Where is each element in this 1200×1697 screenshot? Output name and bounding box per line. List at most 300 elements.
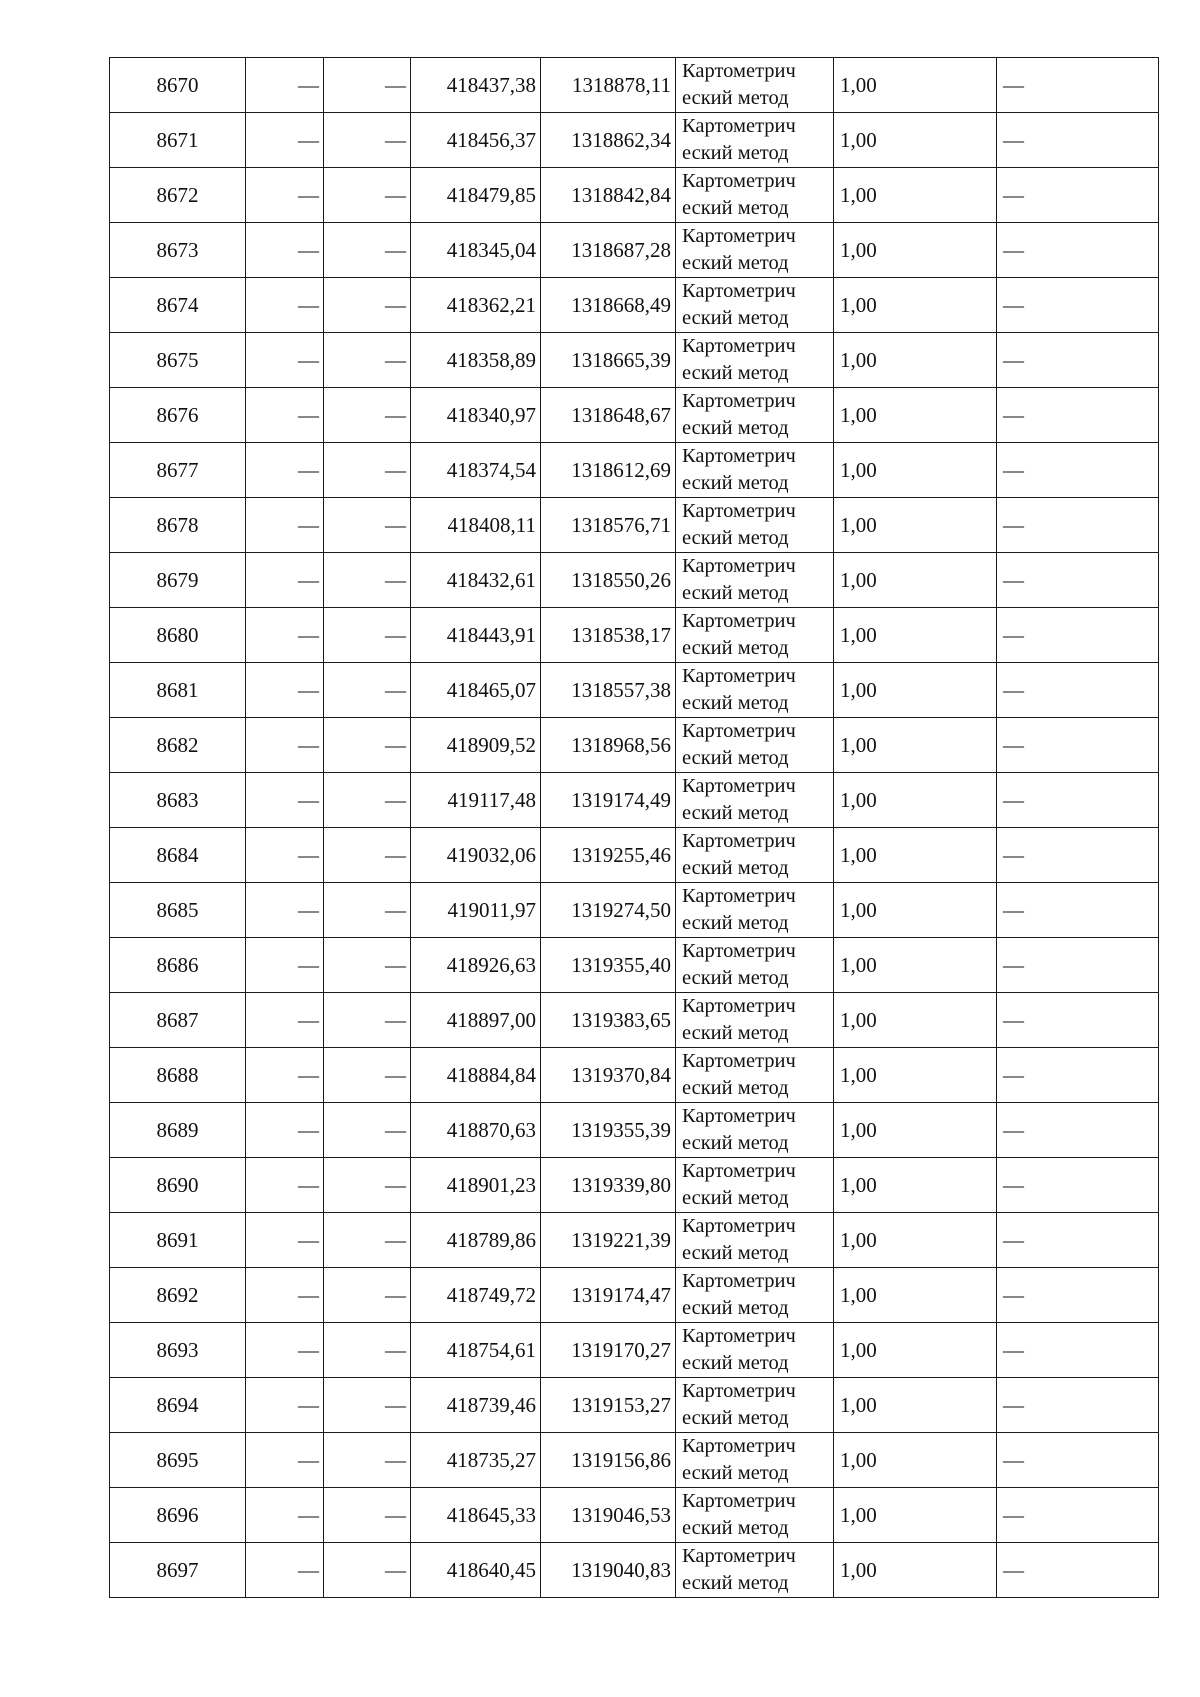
point-number: 8688	[110, 1048, 246, 1103]
method-cell	[676, 1268, 834, 1323]
method-cell	[676, 278, 834, 333]
old-y-cell: —	[324, 333, 411, 388]
method-line-2: еский метод	[682, 1517, 789, 1539]
method-line-2: еский метод	[682, 1352, 789, 1374]
old-y-cell: —	[324, 1433, 411, 1488]
y-coordinate: 1319221,39	[541, 1213, 676, 1268]
point-number: 8683	[110, 773, 246, 828]
old-y-cell: —	[324, 718, 411, 773]
y-coordinate: 1318968,56	[541, 718, 676, 773]
old-y-cell: —	[324, 1268, 411, 1323]
method-line-1: Картометрич	[682, 115, 796, 137]
method-cell	[676, 223, 834, 278]
table-row	[110, 1323, 1159, 1378]
precision-cell: 1,00	[834, 608, 997, 663]
point-number: 8694	[110, 1378, 246, 1433]
old-y-cell: —	[324, 1323, 411, 1378]
method-cell	[676, 498, 834, 553]
description-cell: —	[997, 1158, 1159, 1213]
method-cell	[676, 1488, 834, 1543]
description-cell: —	[997, 58, 1159, 113]
old-x-cell: —	[246, 1213, 324, 1268]
old-y-cell: —	[324, 828, 411, 883]
method-cell	[676, 1543, 834, 1598]
old-y-cell: —	[324, 113, 411, 168]
table-body	[110, 58, 1159, 1598]
point-number: 8686	[110, 938, 246, 993]
precision-cell: 1,00	[834, 718, 997, 773]
y-coordinate: 1318576,71	[541, 498, 676, 553]
point-number: 8691	[110, 1213, 246, 1268]
method-line-1: Картометрич	[682, 995, 796, 1017]
table-row	[110, 663, 1159, 718]
old-x-cell: —	[246, 663, 324, 718]
point-number: 8692	[110, 1268, 246, 1323]
description-cell: —	[997, 938, 1159, 993]
table-row	[110, 223, 1159, 278]
precision-cell: 1,00	[834, 1268, 997, 1323]
x-coordinate: 419011,97	[411, 883, 541, 938]
method-line-2: еский метод	[682, 197, 789, 219]
table-row	[110, 1378, 1159, 1433]
table-row	[110, 1488, 1159, 1543]
point-number: 8684	[110, 828, 246, 883]
precision-cell: 1,00	[834, 278, 997, 333]
method-line-2: еский метод	[682, 1187, 789, 1209]
description-cell: —	[997, 828, 1159, 883]
precision-cell: 1,00	[834, 113, 997, 168]
precision-cell: 1,00	[834, 443, 997, 498]
y-coordinate: 1319156,86	[541, 1433, 676, 1488]
method-line-1: Картометрич	[682, 280, 796, 302]
x-coordinate: 418739,46	[411, 1378, 541, 1433]
y-coordinate: 1319383,65	[541, 993, 676, 1048]
point-number: 8676	[110, 388, 246, 443]
description-cell: —	[997, 443, 1159, 498]
description-cell: —	[997, 553, 1159, 608]
table-row	[110, 333, 1159, 388]
x-coordinate: 418437,38	[411, 58, 541, 113]
old-y-cell: —	[324, 993, 411, 1048]
old-x-cell: —	[246, 333, 324, 388]
y-coordinate: 1318878,11	[541, 58, 676, 113]
description-cell: —	[997, 1488, 1159, 1543]
table-row	[110, 1268, 1159, 1323]
method-cell	[676, 1323, 834, 1378]
old-y-cell: —	[324, 1378, 411, 1433]
method-line-1: Картометрич	[682, 1105, 796, 1127]
old-x-cell: —	[246, 223, 324, 278]
method-line-2: еский метод	[682, 1132, 789, 1154]
method-line-1: Картометрич	[682, 60, 796, 82]
method-cell	[676, 168, 834, 223]
x-coordinate: 418358,89	[411, 333, 541, 388]
y-coordinate: 1319174,49	[541, 773, 676, 828]
old-x-cell: —	[246, 773, 324, 828]
old-x-cell: —	[246, 388, 324, 443]
x-coordinate: 418432,61	[411, 553, 541, 608]
description-cell: —	[997, 1103, 1159, 1158]
method-cell	[676, 993, 834, 1048]
old-x-cell: —	[246, 168, 324, 223]
point-number: 8687	[110, 993, 246, 1048]
old-y-cell: —	[324, 938, 411, 993]
old-y-cell: —	[324, 883, 411, 938]
method-line-2: еский метод	[682, 472, 789, 494]
old-x-cell: —	[246, 443, 324, 498]
point-number: 8697	[110, 1543, 246, 1598]
old-x-cell: —	[246, 58, 324, 113]
method-cell	[676, 58, 834, 113]
method-line-1: Картометрич	[682, 940, 796, 962]
old-x-cell: —	[246, 718, 324, 773]
x-coordinate: 419032,06	[411, 828, 541, 883]
description-cell: —	[997, 993, 1159, 1048]
description-cell: —	[997, 1378, 1159, 1433]
old-x-cell: —	[246, 1488, 324, 1543]
x-coordinate: 418754,61	[411, 1323, 541, 1378]
x-coordinate: 418909,52	[411, 718, 541, 773]
old-y-cell: —	[324, 1103, 411, 1158]
method-line-1: Картометрич	[682, 720, 796, 742]
table-row	[110, 443, 1159, 498]
method-line-1: Картометрич	[682, 1325, 796, 1347]
old-y-cell: —	[324, 223, 411, 278]
y-coordinate: 1319046,53	[541, 1488, 676, 1543]
method-cell	[676, 608, 834, 663]
precision-cell: 1,00	[834, 388, 997, 443]
y-coordinate: 1319255,46	[541, 828, 676, 883]
method-line-1: Картометрич	[682, 555, 796, 577]
x-coordinate: 418345,04	[411, 223, 541, 278]
method-line-2: еский метод	[682, 1077, 789, 1099]
y-coordinate: 1319274,50	[541, 883, 676, 938]
method-cell	[676, 938, 834, 993]
point-number: 8689	[110, 1103, 246, 1158]
method-line-1: Картометрич	[682, 1050, 796, 1072]
precision-cell: 1,00	[834, 58, 997, 113]
old-y-cell: —	[324, 388, 411, 443]
old-x-cell: —	[246, 1543, 324, 1598]
description-cell: —	[997, 718, 1159, 773]
method-cell	[676, 883, 834, 938]
method-cell	[676, 388, 834, 443]
y-coordinate: 1319040,83	[541, 1543, 676, 1598]
method-line-1: Картометрич	[682, 885, 796, 907]
table-row	[110, 1103, 1159, 1158]
table-row	[110, 608, 1159, 663]
x-coordinate: 418926,63	[411, 938, 541, 993]
y-coordinate: 1318687,28	[541, 223, 676, 278]
table-row	[110, 168, 1159, 223]
point-number: 8673	[110, 223, 246, 278]
point-number: 8675	[110, 333, 246, 388]
y-coordinate: 1319370,84	[541, 1048, 676, 1103]
precision-cell: 1,00	[834, 938, 997, 993]
method-line-2: еский метод	[682, 802, 789, 824]
y-coordinate: 1319355,39	[541, 1103, 676, 1158]
point-number: 8695	[110, 1433, 246, 1488]
table-row	[110, 1543, 1159, 1598]
table-row	[110, 773, 1159, 828]
point-number: 8680	[110, 608, 246, 663]
precision-cell: 1,00	[834, 1158, 997, 1213]
x-coordinate: 418340,97	[411, 388, 541, 443]
table-row	[110, 58, 1159, 113]
x-coordinate: 418901,23	[411, 1158, 541, 1213]
y-coordinate: 1318668,49	[541, 278, 676, 333]
method-line-2: еский метод	[682, 307, 789, 329]
y-coordinate: 1319355,40	[541, 938, 676, 993]
table-row	[110, 883, 1159, 938]
table-row	[110, 1213, 1159, 1268]
description-cell: —	[997, 1048, 1159, 1103]
description-cell: —	[997, 663, 1159, 718]
old-x-cell: —	[246, 1158, 324, 1213]
method-cell	[676, 113, 834, 168]
x-coordinate: 418362,21	[411, 278, 541, 333]
method-line-1: Картометрич	[682, 830, 796, 852]
point-number: 8670	[110, 58, 246, 113]
method-line-1: Картометрич	[682, 500, 796, 522]
description-cell: —	[997, 113, 1159, 168]
old-x-cell: —	[246, 993, 324, 1048]
precision-cell: 1,00	[834, 333, 997, 388]
old-y-cell: —	[324, 1213, 411, 1268]
old-y-cell: —	[324, 278, 411, 333]
description-cell: —	[997, 388, 1159, 443]
x-coordinate: 418789,86	[411, 1213, 541, 1268]
precision-cell: 1,00	[834, 223, 997, 278]
method-line-1: Картометрич	[682, 445, 796, 467]
method-line-1: Картометрич	[682, 1545, 796, 1567]
old-x-cell: —	[246, 278, 324, 333]
point-number: 8674	[110, 278, 246, 333]
precision-cell: 1,00	[834, 168, 997, 223]
table-row	[110, 938, 1159, 993]
method-line-2: еский метод	[682, 142, 789, 164]
method-cell	[676, 1048, 834, 1103]
method-line-2: еский метод	[682, 1407, 789, 1429]
method-line-2: еский метод	[682, 252, 789, 274]
point-number: 8672	[110, 168, 246, 223]
old-y-cell: —	[324, 553, 411, 608]
method-line-2: еский метод	[682, 87, 789, 109]
old-y-cell: —	[324, 1048, 411, 1103]
old-x-cell: —	[246, 498, 324, 553]
precision-cell: 1,00	[834, 1213, 997, 1268]
method-line-2: еский метод	[682, 1297, 789, 1319]
table-row	[110, 553, 1159, 608]
method-cell	[676, 1158, 834, 1213]
y-coordinate: 1319170,27	[541, 1323, 676, 1378]
x-coordinate: 418870,63	[411, 1103, 541, 1158]
method-line-1: Картометрич	[682, 390, 796, 412]
method-line-2: еский метод	[682, 1572, 789, 1594]
method-line-1: Картометрич	[682, 170, 796, 192]
x-coordinate: 418443,91	[411, 608, 541, 663]
precision-cell: 1,00	[834, 1103, 997, 1158]
old-y-cell: —	[324, 443, 411, 498]
method-cell	[676, 1378, 834, 1433]
old-x-cell: —	[246, 883, 324, 938]
y-coordinate: 1318665,39	[541, 333, 676, 388]
x-coordinate: 418456,37	[411, 113, 541, 168]
x-coordinate: 418408,11	[411, 498, 541, 553]
method-line-2: еский метод	[682, 637, 789, 659]
old-x-cell: —	[246, 828, 324, 883]
old-y-cell: —	[324, 1158, 411, 1213]
point-number: 8679	[110, 553, 246, 608]
old-x-cell: —	[246, 553, 324, 608]
precision-cell: 1,00	[834, 883, 997, 938]
method-line-2: еский метод	[682, 912, 789, 934]
point-number: 8690	[110, 1158, 246, 1213]
method-cell	[676, 1103, 834, 1158]
method-cell	[676, 333, 834, 388]
method-line-1: Картометрич	[682, 665, 796, 687]
old-x-cell: —	[246, 1048, 324, 1103]
description-cell: —	[997, 168, 1159, 223]
method-line-2: еский метод	[682, 747, 789, 769]
method-line-1: Картометрич	[682, 1270, 796, 1292]
point-number: 8681	[110, 663, 246, 718]
precision-cell: 1,00	[834, 828, 997, 883]
description-cell: —	[997, 1323, 1159, 1378]
description-cell: —	[997, 883, 1159, 938]
point-number: 8685	[110, 883, 246, 938]
method-cell	[676, 718, 834, 773]
method-line-2: еский метод	[682, 582, 789, 604]
x-coordinate: 418640,45	[411, 1543, 541, 1598]
old-x-cell: —	[246, 1323, 324, 1378]
table-row	[110, 993, 1159, 1048]
x-coordinate: 419117,48	[411, 773, 541, 828]
point-number: 8696	[110, 1488, 246, 1543]
method-line-1: Картометрич	[682, 610, 796, 632]
x-coordinate: 418374,54	[411, 443, 541, 498]
table-row	[110, 1433, 1159, 1488]
precision-cell: 1,00	[834, 1323, 997, 1378]
old-y-cell: —	[324, 608, 411, 663]
method-line-1: Картометрич	[682, 775, 796, 797]
table-row	[110, 113, 1159, 168]
description-cell: —	[997, 278, 1159, 333]
point-number: 8671	[110, 113, 246, 168]
method-line-1: Картометрич	[682, 1435, 796, 1457]
method-line-1: Картометрич	[682, 335, 796, 357]
old-x-cell: —	[246, 113, 324, 168]
x-coordinate: 418735,27	[411, 1433, 541, 1488]
y-coordinate: 1318550,26	[541, 553, 676, 608]
method-line-1: Картометрич	[682, 1160, 796, 1182]
method-cell	[676, 828, 834, 883]
table-row	[110, 718, 1159, 773]
method-line-2: еский метод	[682, 1462, 789, 1484]
point-number: 8682	[110, 718, 246, 773]
x-coordinate: 418897,00	[411, 993, 541, 1048]
precision-cell: 1,00	[834, 993, 997, 1048]
coordinates-table	[109, 57, 1159, 1598]
method-line-2: еский метод	[682, 857, 789, 879]
description-cell: —	[997, 608, 1159, 663]
old-x-cell: —	[246, 608, 324, 663]
x-coordinate: 418465,07	[411, 663, 541, 718]
y-coordinate: 1319339,80	[541, 1158, 676, 1213]
table-row	[110, 498, 1159, 553]
precision-cell: 1,00	[834, 663, 997, 718]
method-line-1: Картометрич	[682, 1380, 796, 1402]
description-cell: —	[997, 223, 1159, 278]
y-coordinate: 1318538,17	[541, 608, 676, 663]
method-cell	[676, 553, 834, 608]
method-line-2: еский метод	[682, 1242, 789, 1264]
description-cell: —	[997, 333, 1159, 388]
method-line-2: еский метод	[682, 1022, 789, 1044]
method-line-2: еский метод	[682, 362, 789, 384]
old-y-cell: —	[324, 663, 411, 718]
method-cell	[676, 443, 834, 498]
table-row	[110, 388, 1159, 443]
method-cell	[676, 663, 834, 718]
x-coordinate: 418479,85	[411, 168, 541, 223]
table-row	[110, 278, 1159, 333]
x-coordinate: 418645,33	[411, 1488, 541, 1543]
description-cell: —	[997, 1543, 1159, 1598]
description-cell: —	[997, 1433, 1159, 1488]
y-coordinate: 1318648,67	[541, 388, 676, 443]
old-y-cell: —	[324, 773, 411, 828]
y-coordinate: 1319153,27	[541, 1378, 676, 1433]
y-coordinate: 1318612,69	[541, 443, 676, 498]
description-cell: —	[997, 498, 1159, 553]
method-line-2: еский метод	[682, 527, 789, 549]
old-y-cell: —	[324, 1488, 411, 1543]
method-line-1: Картометрич	[682, 225, 796, 247]
description-cell: —	[997, 773, 1159, 828]
table-row	[110, 1048, 1159, 1103]
method-line-2: еский метод	[682, 417, 789, 439]
description-cell: —	[997, 1213, 1159, 1268]
precision-cell: 1,00	[834, 1378, 997, 1433]
description-cell: —	[997, 1268, 1159, 1323]
method-line-2: еский метод	[682, 967, 789, 989]
method-line-1: Картометрич	[682, 1215, 796, 1237]
precision-cell: 1,00	[834, 553, 997, 608]
point-number: 8693	[110, 1323, 246, 1378]
method-line-1: Картометрич	[682, 1490, 796, 1512]
y-coordinate: 1319174,47	[541, 1268, 676, 1323]
precision-cell: 1,00	[834, 498, 997, 553]
precision-cell: 1,00	[834, 1488, 997, 1543]
old-y-cell: —	[324, 168, 411, 223]
table-row	[110, 828, 1159, 883]
old-y-cell: —	[324, 498, 411, 553]
precision-cell: 1,00	[834, 1433, 997, 1488]
old-x-cell: —	[246, 938, 324, 993]
old-x-cell: —	[246, 1433, 324, 1488]
precision-cell: 1,00	[834, 773, 997, 828]
precision-cell: 1,00	[834, 1048, 997, 1103]
method-cell	[676, 1433, 834, 1488]
old-x-cell: —	[246, 1268, 324, 1323]
y-coordinate: 1318862,34	[541, 113, 676, 168]
old-y-cell: —	[324, 58, 411, 113]
point-number: 8677	[110, 443, 246, 498]
table-row	[110, 1158, 1159, 1213]
x-coordinate: 418749,72	[411, 1268, 541, 1323]
method-line-2: еский метод	[682, 692, 789, 714]
